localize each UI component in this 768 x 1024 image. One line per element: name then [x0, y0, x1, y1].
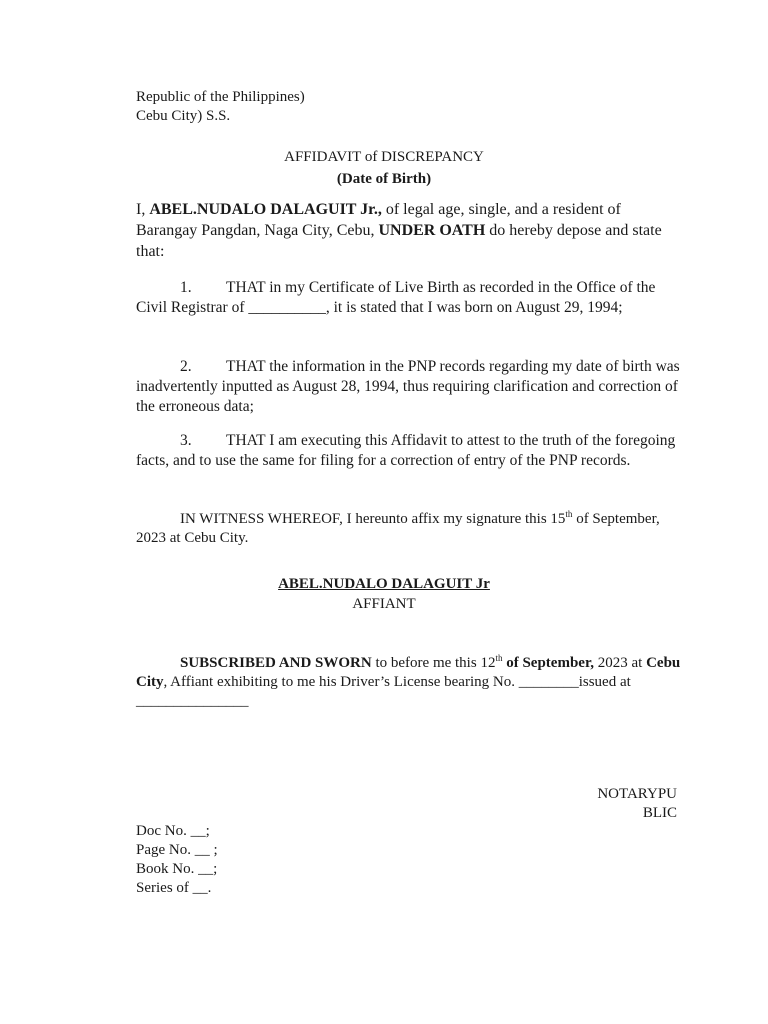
- numbered-paragraph-3: [136, 431, 681, 471]
- title-main: AFFIDAVIT of DISCREPANCY: [284, 149, 484, 165]
- title-sub: (Date of Birth): [336, 171, 432, 187]
- notarial-register-info: [136, 822, 681, 898]
- book-number: Book No. __;: [136, 861, 218, 877]
- venue-line-republic: Republic of the Philippines): [136, 89, 305, 105]
- venue-line-city: Cebu City) S.S.: [136, 108, 231, 124]
- page-number: Page No. __ ;: [136, 842, 218, 858]
- doc-number: Doc No. __;: [136, 823, 210, 839]
- affiant-label: AFFIANT: [352, 596, 416, 612]
- numbered-paragraph-1: [136, 278, 681, 318]
- paragraph-number: 2.: [180, 358, 192, 375]
- venue-header: [136, 88, 681, 126]
- document-title: [0, 146, 768, 190]
- under-oath: UNDER OATH: [378, 222, 486, 239]
- numbered-paragraph-2: [136, 357, 681, 417]
- witness-clause: IN WITNESS WHEREOF, I hereunto affix my signature this 15th of September, 2023 at Cebu City.: [136, 509, 660, 546]
- intro-paragraph: I, ABEL.NUDALO DALAGUIT Jr., of legal age, single, and a resident of Barangay Pangdan, Naga City, Cebu, UNDER OATH do hereby depose and state that:: [136, 201, 662, 260]
- paragraph-text: THAT in my Certificate of Live Birth as recorded in the Office of the Civil Registrar of __________, it is stated that I was born on August 29, 1994;: [136, 279, 656, 316]
- affiant-signature-block: [0, 574, 768, 614]
- affiant-name: ABEL.NUDALO DALAGUIT Jr: [278, 576, 490, 592]
- paragraph-text: THAT the information in the PNP records regarding my date of birth was inadvertently inputted as August 28, 1994, thus requiring clarification and correction of the erroneous data;: [136, 358, 680, 415]
- paragraph-number: 1.: [180, 279, 192, 296]
- paragraph-text: THAT I am executing this Affidavit to attest to the truth of the foregoing facts, and to use the same for filing for a correction of entry of the PNP records.: [136, 432, 676, 469]
- notary-public-label: NOTARYPU BLIC: [597, 786, 677, 821]
- jurat-paragraph: SUBSCRIBED AND SWORN to before me this 12th of September, 2023 at Cebu City, Affiant exhibiting to me his Driver’s License bearing No. ________issued at _______________: [136, 653, 681, 709]
- paragraph-number: 3.: [180, 432, 192, 449]
- series-year: Series of __.: [136, 880, 212, 896]
- affiant-name-intro: ABEL.NUDALO DALAGUIT Jr.,: [149, 201, 382, 218]
